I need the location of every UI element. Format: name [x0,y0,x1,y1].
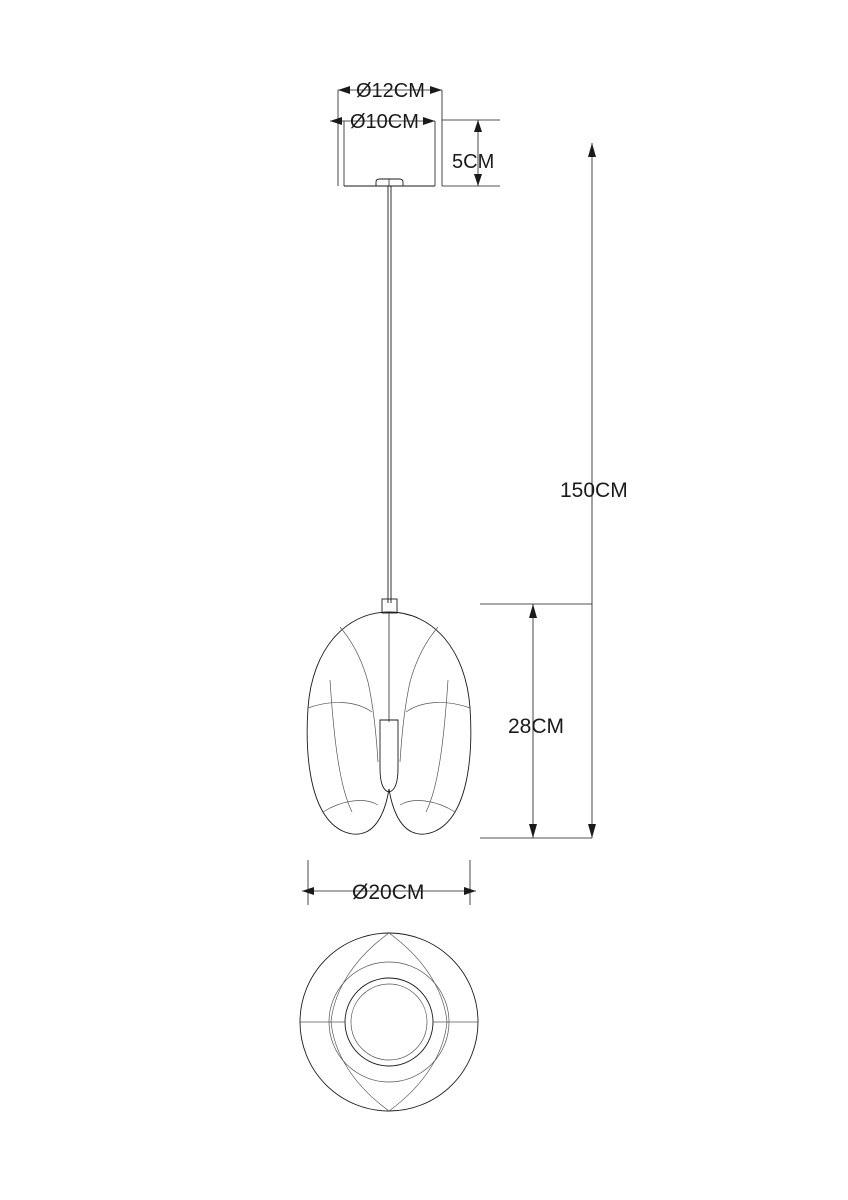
canopy [344,179,435,186]
shade-top-connector [382,599,397,613]
lamp-shade-top-view [300,933,478,1111]
label-canopy-outer-diameter: Ø12CM [356,80,425,102]
label-canopy-height: 5CM [452,151,495,173]
suspension-cable [388,186,391,603]
label-shade-diameter: Ø20CM [352,881,425,904]
label-shade-height: 28CM [508,715,565,738]
label-total-height: 150CM [560,479,628,502]
label-canopy-inner-diameter: Ø10CM [350,111,419,133]
lamp-shade-front-view [307,612,471,834]
